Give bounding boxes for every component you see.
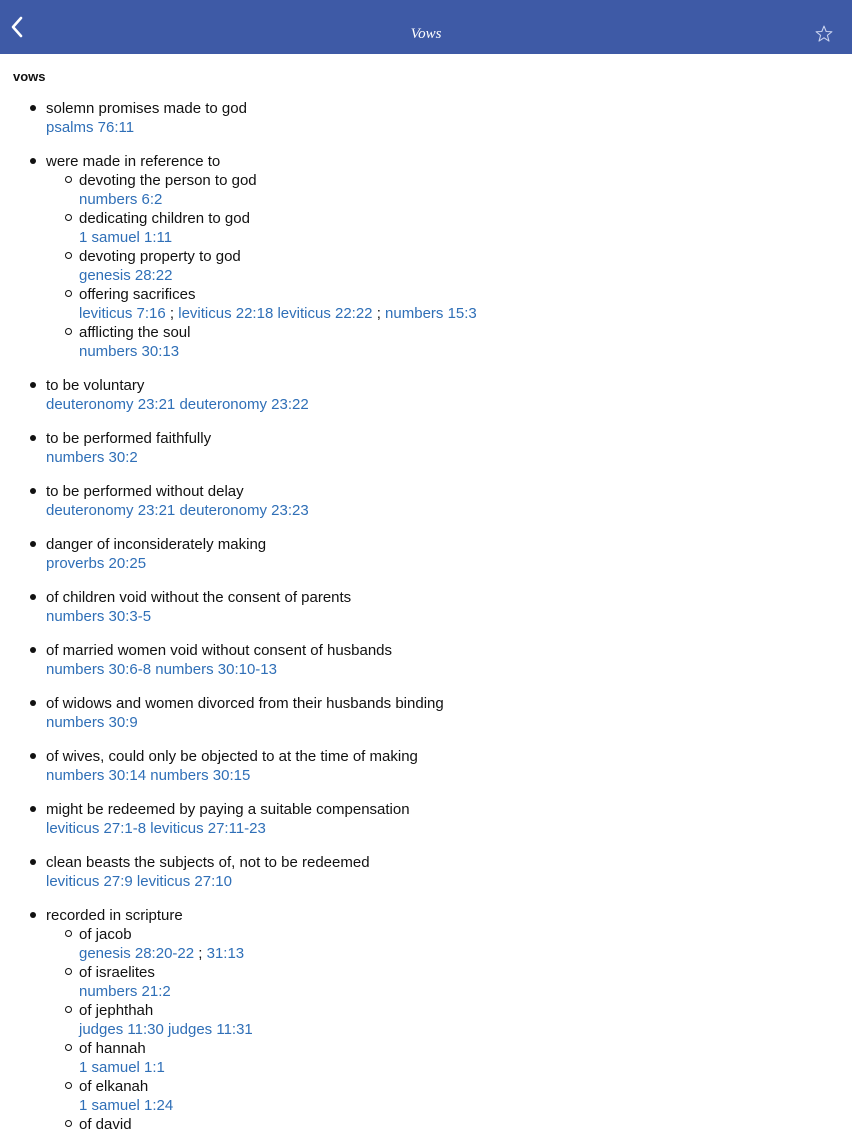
sub-list-item — [79, 963, 171, 1001]
sub-list-item-text: dedicating children to god — [79, 210, 250, 227]
scripture-reference-link[interactable]: leviticus 22:22 — [277, 305, 373, 322]
scripture-reference-link[interactable]: 1 samuel 1:1 — [79, 1059, 165, 1076]
sub-list-item-text: of hannah — [79, 1039, 165, 1058]
list-item — [46, 641, 392, 679]
reference-links — [46, 766, 418, 785]
list-item — [46, 853, 370, 891]
reference-links — [79, 1058, 165, 1077]
sub-list-item-text: afflicting the soul — [79, 324, 191, 341]
reference-links — [46, 713, 444, 732]
reference-links — [79, 304, 477, 323]
list-item-text: of wives, could only be objected to at the time of making — [46, 748, 418, 765]
topic-heading: vows — [13, 69, 46, 84]
reference-links — [46, 501, 309, 520]
list-item — [46, 99, 247, 137]
list-item-text: might be redeemed by paying a suitable compensation — [46, 801, 410, 818]
scripture-reference-link[interactable]: 1 samuel 1:24 — [79, 1097, 174, 1114]
reference-links — [46, 448, 211, 467]
list-item-text: recorded in scripture — [46, 907, 183, 924]
list-item — [46, 482, 309, 520]
reference-links — [46, 819, 410, 838]
scripture-reference-link[interactable]: numbers 30:2 — [46, 449, 138, 466]
scripture-reference-link[interactable]: leviticus 22:18 — [178, 305, 274, 322]
sub-list-item-text: of jephthah — [79, 1001, 253, 1020]
scripture-reference-link[interactable]: genesis 28:22 — [79, 267, 173, 284]
reference-links — [79, 944, 244, 963]
scripture-reference-link[interactable]: deuteronomy 23:21 — [46, 396, 176, 413]
scripture-reference-link[interactable]: numbers 21:2 — [79, 983, 171, 1000]
list-item — [46, 747, 418, 785]
star-icon — [814, 24, 834, 44]
sub-list-item-text: offering sacrifices — [79, 285, 477, 304]
sub-list-item — [79, 247, 241, 285]
reference-separator: ; — [169, 305, 175, 322]
sub-list-item — [79, 285, 477, 323]
scripture-reference-link[interactable]: deuteronomy 23:21 — [46, 502, 176, 519]
reference-links — [79, 342, 190, 361]
reference-links — [79, 266, 241, 285]
reference-links — [79, 982, 171, 1001]
reference-links — [46, 395, 309, 414]
scripture-reference-link[interactable]: numbers 30:3-5 — [46, 608, 152, 625]
scripture-reference-link[interactable]: numbers 6:2 — [79, 191, 163, 208]
list-item-text: clean beasts the subjects of, not to be redeemed — [46, 854, 370, 871]
reference-separator: ; — [376, 305, 381, 322]
list-item-text: danger of inconsiderately making — [46, 536, 267, 553]
scripture-reference-link[interactable]: numbers 30:14 — [46, 767, 147, 784]
sub-list-item — [79, 171, 257, 209]
list-item — [46, 694, 444, 732]
reference-links — [79, 228, 250, 247]
scripture-reference-link[interactable]: leviticus 27:10 — [136, 873, 232, 890]
scripture-reference-link[interactable]: numbers 30:6-8 — [46, 661, 152, 678]
reference-links — [79, 1096, 173, 1115]
scripture-reference-link[interactable]: 1 samuel 1:11 — [79, 229, 173, 246]
sub-list-item — [79, 323, 190, 361]
list-item — [46, 152, 220, 171]
scripture-reference-link[interactable]: leviticus 27:9 — [46, 873, 133, 890]
scripture-reference-link[interactable]: 31:13 — [206, 945, 245, 962]
scripture-reference-link[interactable]: psalms 76:11 — [46, 119, 135, 136]
scripture-reference-link[interactable]: numbers 30:13 — [79, 343, 180, 360]
scripture-reference-link[interactable]: judges 11:30 — [79, 1021, 164, 1038]
list-item-text: of widows and women divorced from their husbands binding — [46, 695, 444, 712]
list-item — [46, 906, 183, 925]
sub-list-item — [79, 1001, 253, 1039]
sub-list-item — [79, 925, 244, 963]
sub-list-item-text: of elkanah — [79, 1077, 173, 1096]
sub-list-item-text: devoting property to god — [79, 248, 241, 265]
scripture-reference-link[interactable]: leviticus 27:11-23 — [150, 820, 266, 837]
scripture-reference-link[interactable]: proverbs 20:25 — [46, 555, 147, 572]
sub-list-item — [79, 1039, 165, 1077]
list-item — [46, 800, 410, 838]
list-item-text: of children void without the consent of parents — [46, 589, 352, 606]
reference-links — [46, 872, 370, 891]
list-item — [46, 429, 211, 467]
favorite-button[interactable] — [814, 24, 836, 46]
reference-links — [79, 190, 257, 209]
reference-links — [46, 607, 351, 626]
scripture-reference-link[interactable]: genesis 28:20-22 — [79, 945, 195, 962]
sub-list-item-text: devoting the person to god — [79, 172, 257, 189]
list-item-text: to be voluntary — [46, 376, 309, 395]
sub-list-item — [79, 1077, 173, 1115]
list-item-text: to be performed faithfully — [46, 430, 212, 447]
sub-list-item-text: of israelites — [79, 963, 171, 982]
sub-list-item — [79, 1115, 132, 1134]
list-item-text: solemn promises made to god — [46, 100, 247, 117]
list-item — [46, 376, 309, 414]
reference-links — [46, 554, 266, 573]
scripture-reference-link[interactable]: numbers 30:15 — [150, 767, 251, 784]
reference-links — [79, 1020, 253, 1039]
sub-list-item — [79, 209, 250, 247]
scripture-reference-link[interactable]: numbers 30:10-13 — [155, 661, 277, 678]
scripture-reference-link[interactable]: deuteronomy 23:22 — [179, 396, 309, 413]
nav-bar — [0, 0, 852, 54]
reference-links — [46, 118, 247, 137]
list-item — [46, 588, 351, 626]
scripture-reference-link[interactable]: deuteronomy 23:23 — [179, 502, 309, 519]
scripture-reference-link[interactable]: leviticus 27:1-8 — [46, 820, 147, 837]
scripture-reference-link[interactable]: numbers 30:9 — [46, 714, 138, 731]
scripture-reference-link[interactable]: judges 11:31 — [167, 1021, 253, 1038]
scripture-reference-link[interactable]: numbers 15:3 — [385, 305, 477, 322]
list-item-text: of married women void without consent of husbands — [46, 642, 393, 659]
list-item — [46, 535, 266, 573]
sub-list-item-text: of david — [79, 1116, 132, 1133]
scripture-reference-link[interactable]: leviticus 7:16 — [79, 305, 166, 322]
reference-separator: ; — [198, 945, 203, 962]
sub-list-item-text: of jacob — [79, 925, 244, 944]
page-title: Vows — [410, 26, 442, 42]
list-item-text: to be performed without delay — [46, 482, 309, 501]
list-item-text: were made in reference to — [46, 153, 221, 170]
reference-links — [46, 660, 392, 679]
